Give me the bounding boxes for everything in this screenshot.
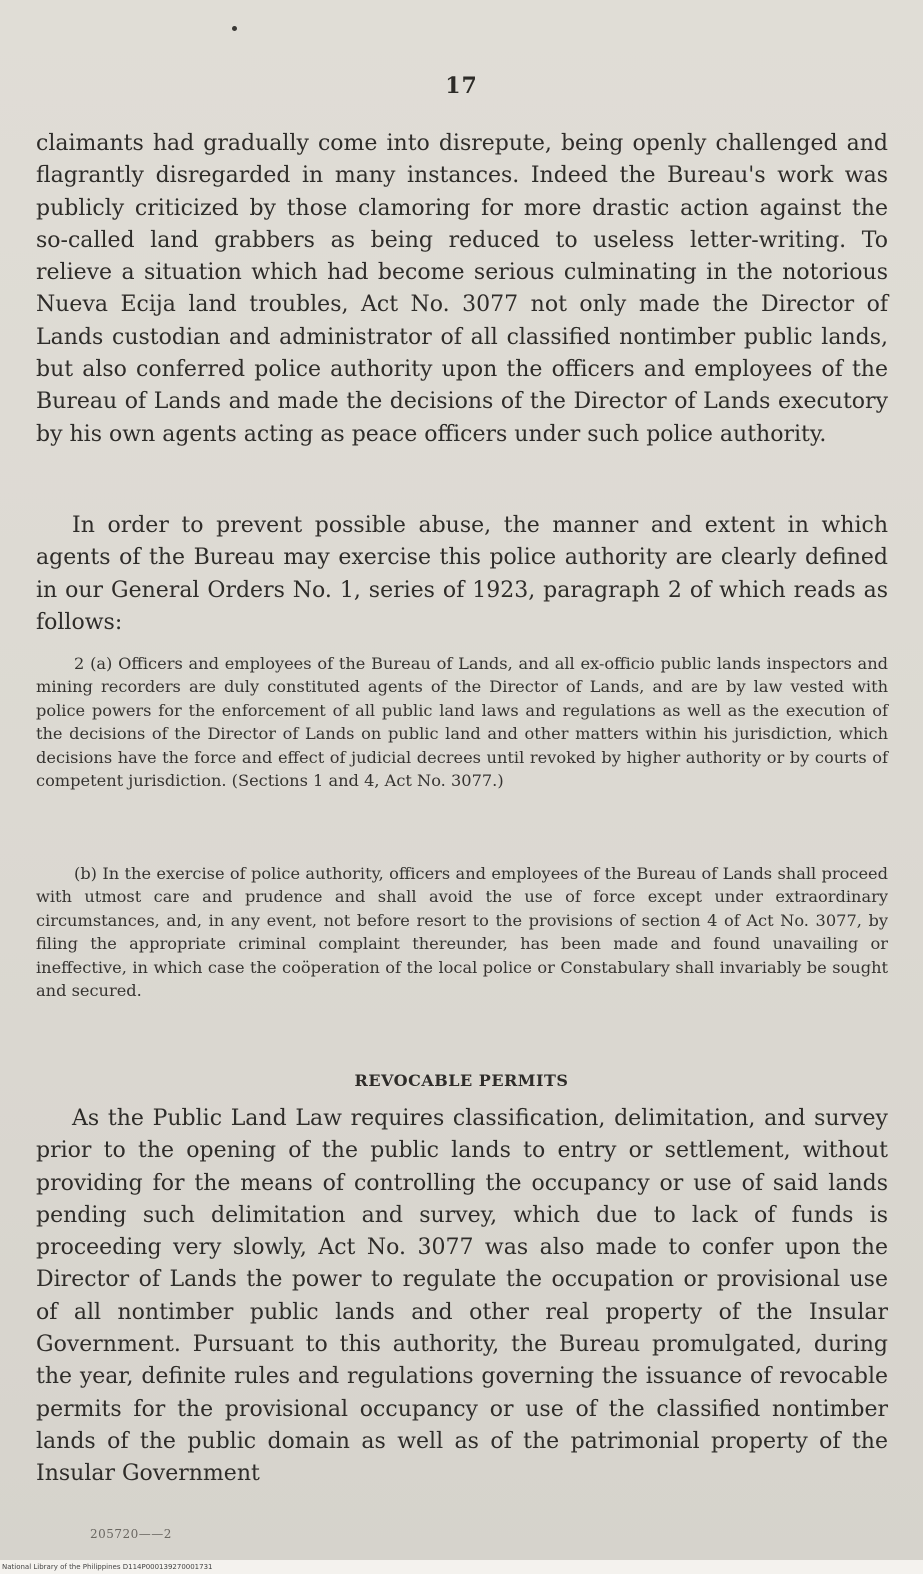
section-heading-revocable-permits: REVOCABLE PERMITS — [354, 1071, 569, 1090]
page-number: 17 — [445, 73, 478, 99]
ink-speck — [232, 26, 237, 31]
library-footer: National Library of the Philippines D114P000139270001731 — [0, 1560, 923, 1574]
paragraph-prevent-abuse: In order to prevent possible abuse, the manner and extent in which agents of the Bureau may exercise this police authority are clearly defined in our General Orders No. 1, series of 1923, paragraph 2 of which reads as follows: — [36, 513, 888, 635]
quoted-order-paragraph-b: (b) In the exercise of police authority, officers and employees of the Bureau of Lands shall proceed with utmost care and prudence and shall avoid the use of force except under extraordinary circumstances, and, in any event, not before resort to the provisions of section 4 of Act No. 3077, by filing the appropriate criminal complaint thereunder, has been made and found unavailing or ineffective, in which case the coöperation of the local police or Constabulary shall invariably be sought and secured. — [36, 864, 888, 1001]
paragraph-claimants: claimants had gradually come into disrepute, being openly challenged and flagrantly disregarded in many instances. Indeed the Bureau's work was publicly criticized by those clamoring for more drastic action against the so-called land grabbers as being reduced to useless letter-writing. To relieve a situation which had become serious culminating in the notorious Nueva Ecija land troubles, Act No. 3077 not only made the Director of Lands custodian and administrator of all classified nontimber public lands, but also conferred police authority upon the officers and employees of the Bureau of Lands and made the decisions of the Director of Lands executory by his own agents acting as peace officers under such police authority. — [36, 131, 888, 447]
paragraph-public-land-law: As the Public Land Law requires classification, delimitation, and survey prior to the opening of the public lands to entry or settlement, without providing for the means of controlling the occupancy or use of said lands pending such delimitation and survey, which due to lack of funds is proceeding very slowly, Act No. 3077 was also made to confer upon the Director of Lands the power to regulate the occupation or provisional use of all nontimber public lands and other real property of the Insular Government. Pursuant to this authority, the Bureau promulgated, during the year, definite rules and regulations governing the issuance of revocable permits for the provisional occupancy or use of the classified nontimber lands of the public domain as well as of the patrimonial property of the Insular Government — [36, 1106, 888, 1487]
quoted-order-paragraph-a: 2 (a) Officers and employees of the Bureau of Lands, and all ex-officio public lands inspectors and mining recorders are duly constituted agents of the Director of Lands, and are by law vested with police powers for the enforcement of all public land laws and regulations as well as the execution of the decisions of the Director of Lands on public land and other matters within his jurisdiction, which decisions have the force and effect of judicial decrees until revoked by higher authority or by courts of competent jurisdiction. (Sections 1 and 4, Act No. 3077.) — [36, 654, 888, 791]
printer-signature-mark: 205720——2 — [90, 1527, 172, 1541]
